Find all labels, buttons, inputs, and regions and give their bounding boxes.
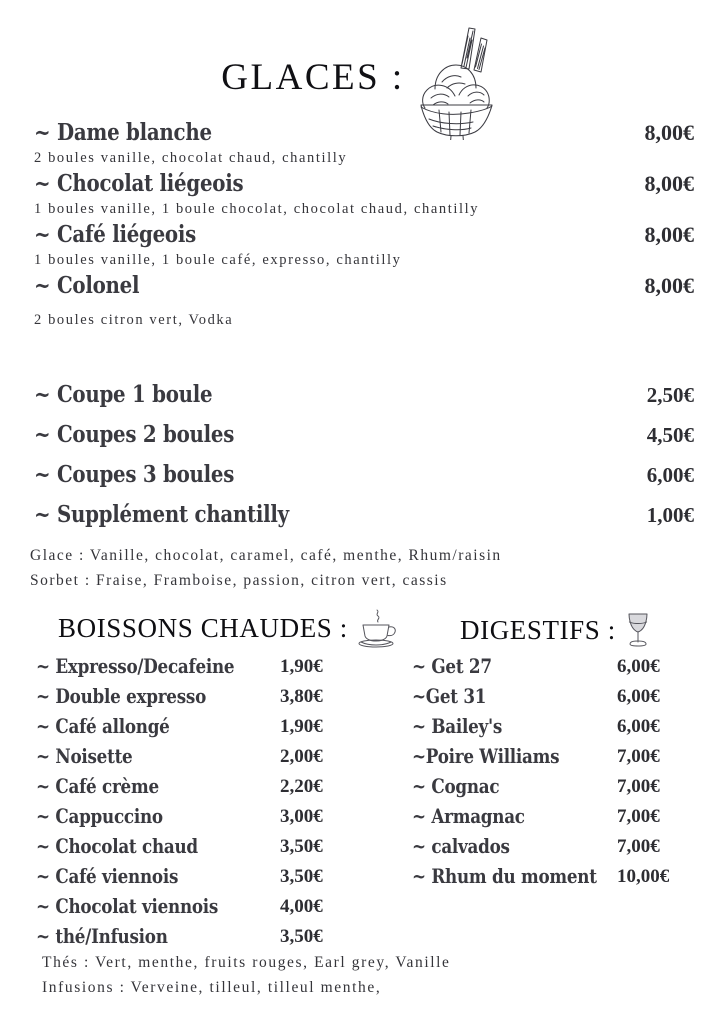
boissons-item-row — [36, 922, 376, 952]
digestifs-item-row — [412, 712, 702, 742]
sorbet-flavours-line: Sorbet : Fraise, Framboise, passion, citron vert, cassis — [30, 572, 448, 589]
boissons-item-row — [36, 802, 376, 832]
glaces-item-row — [34, 169, 694, 199]
coupes-item-price: 2,50€ — [646, 383, 694, 407]
digestifs-item-row — [412, 742, 702, 772]
glaces-item-name: ~ Chocolat liégeois — [34, 170, 244, 197]
digestifs-title: DIGESTIFS : — [460, 614, 616, 645]
glaces-item-row — [34, 118, 694, 148]
boissons-chaudes-title: BOISSONS CHAUDES : — [58, 612, 348, 643]
glaces-item-description: 1 boules vanille, 1 boule café, expresso, chantilly — [34, 252, 402, 268]
boissons-item-price: 3,50€ — [280, 836, 323, 857]
digestifs-item-name: ~ Bailey's — [412, 715, 503, 738]
coupes-item — [34, 455, 694, 495]
parfums-notes — [30, 543, 720, 593]
coupes-item-price: 6,00€ — [646, 463, 694, 487]
digestifs-item — [412, 652, 702, 682]
boissons-item-name: ~ Café viennois — [36, 865, 179, 888]
coupes-item — [34, 375, 694, 415]
boissons-item-row — [36, 682, 376, 712]
boissons-item-name: ~ Noisette — [36, 745, 133, 768]
coffee-cup-icon — [355, 608, 401, 648]
coupes-item-name: ~ Coupe 1 boule — [34, 381, 213, 408]
boissons-item-name: ~ Cappuccino — [36, 805, 163, 828]
digestifs-item-row — [412, 832, 702, 862]
glaces-item — [34, 169, 694, 220]
digestifs-item-row — [412, 772, 702, 802]
glaces-item-price: 8,00€ — [644, 120, 694, 145]
wine-glass-icon — [623, 610, 653, 650]
glaces-item-price: 8,00€ — [644, 171, 694, 196]
digestifs-item — [412, 712, 702, 742]
coupes-item-name: ~ Coupes 2 boules — [34, 421, 235, 448]
beverage-section-headings — [0, 608, 724, 648]
boissons-item-name: ~ Chocolat chaud — [36, 835, 198, 858]
digestifs-heading — [460, 610, 653, 650]
boissons-item-name: ~ Café allongé — [36, 715, 170, 738]
coupes-item-row — [34, 375, 694, 415]
glaces-item-name: ~ Dame blanche — [34, 119, 212, 146]
boissons-item-name: ~ thé/Infusion — [36, 925, 168, 948]
digestifs-item-price: 6,00€ — [617, 656, 660, 677]
glaces-item-row — [34, 271, 694, 301]
boissons-item-price: 1,90€ — [280, 656, 323, 677]
digestifs-list — [412, 652, 702, 892]
footer-notes — [42, 950, 712, 1000]
glaces-item-description: 2 boules citron vert, Vodka — [34, 312, 234, 328]
boissons-item-row — [36, 652, 376, 682]
digestifs-item — [412, 772, 702, 802]
digestifs-item-price: 6,00€ — [617, 716, 660, 737]
boissons-item-price: 1,90€ — [280, 716, 323, 737]
coupes-item-price: 1,00€ — [646, 503, 694, 527]
digestifs-item-name: ~ Rhum du moment — [412, 865, 597, 888]
digestifs-item-row — [412, 862, 702, 892]
glace-flavours-line: Glace : Vanille, chocolat, caramel, café, menthe, Rhum/raisin — [30, 547, 502, 564]
glaces-item-price: 8,00€ — [644, 273, 694, 298]
digestifs-item — [412, 742, 702, 772]
glaces-item — [34, 118, 694, 169]
thes-line: Thés : Vert, menthe, fruits rouges, Earl grey, Vanille — [42, 954, 451, 971]
digestifs-item — [412, 802, 702, 832]
coupes-item — [34, 415, 694, 455]
digestifs-item — [412, 682, 702, 712]
boissons-item-name: ~ Expresso/Decafeine — [36, 655, 235, 678]
boissons-item — [36, 772, 376, 802]
boissons-item — [36, 922, 376, 952]
digestifs-item-price: 7,00€ — [617, 806, 660, 827]
boissons-item-row — [36, 742, 376, 772]
digestifs-item-price: 7,00€ — [617, 746, 660, 767]
glaces-item-description: 1 boules vanille, 1 boule chocolat, chocolat chaud, chantilly — [34, 201, 480, 217]
boissons-chaudes-list — [36, 652, 376, 952]
digestifs-item-name: ~ calvados — [412, 835, 510, 858]
boissons-item — [36, 652, 376, 682]
digestifs-item-row — [412, 682, 702, 712]
coupes-list — [34, 375, 694, 535]
boissons-item-row — [36, 862, 376, 892]
boissons-item — [36, 742, 376, 772]
digestifs-item-name: ~Get 31 — [412, 685, 487, 708]
glaces-item-description: 2 boules vanille, chocolat chaud, chantilly — [34, 150, 348, 166]
glaces-item-name: ~ Colonel — [34, 272, 140, 299]
boissons-item — [36, 862, 376, 892]
digestifs-item-name: ~ Cognac — [412, 775, 500, 798]
glaces-item-name: ~ Café liégeois — [34, 221, 197, 248]
coupes-item-name: ~ Coupes 3 boules — [34, 461, 235, 488]
boissons-chaudes-heading — [58, 608, 401, 648]
boissons-item — [36, 682, 376, 712]
glaces-item-price: 8,00€ — [644, 222, 694, 247]
glaces-item-list — [34, 118, 694, 331]
glaces-item-row — [34, 220, 694, 250]
boissons-item-price: 3,00€ — [280, 806, 323, 827]
boissons-item-price: 3,80€ — [280, 686, 323, 707]
coupes-item-row — [34, 455, 694, 495]
glaces-title: GLACES : — [221, 57, 405, 98]
digestifs-item-name: ~ Armagnac — [412, 805, 525, 828]
boissons-item-row — [36, 832, 376, 862]
boissons-item-row — [36, 712, 376, 742]
digestifs-item-name: ~Poire Williams — [412, 745, 560, 768]
digestifs-item — [412, 832, 702, 862]
coupes-item — [34, 495, 694, 535]
coupes-item-price: 4,50€ — [646, 423, 694, 447]
boissons-item-price: 2,00€ — [280, 746, 323, 767]
boissons-item-name: ~ Café crème — [36, 775, 159, 798]
glaces-item — [34, 220, 694, 271]
glaces-item — [34, 271, 694, 331]
boissons-item-name: ~ Chocolat viennois — [36, 895, 219, 918]
boissons-item — [36, 892, 376, 922]
boissons-item — [36, 832, 376, 862]
boissons-item-price: 2,20€ — [280, 776, 323, 797]
digestifs-item-price: 6,00€ — [617, 686, 660, 707]
boissons-item-price: 3,50€ — [280, 866, 323, 887]
digestifs-item-row — [412, 802, 702, 832]
infusions-line: Infusions : Verveine, tilleul, tilleul menthe, — [42, 979, 382, 996]
boissons-item — [36, 712, 376, 742]
digestifs-item-price: 7,00€ — [617, 836, 660, 857]
boissons-item-price: 3,50€ — [280, 926, 323, 947]
boissons-item — [36, 802, 376, 832]
boissons-item-price: 4,00€ — [280, 896, 323, 917]
digestifs-item-name: ~ Get 27 — [412, 655, 492, 678]
boissons-item-row — [36, 892, 376, 922]
coupes-item-row — [34, 495, 694, 535]
digestifs-item-row — [412, 652, 702, 682]
boissons-item-row — [36, 772, 376, 802]
digestifs-item-price: 10,00€ — [617, 866, 670, 887]
digestifs-item — [412, 862, 702, 892]
coupes-item-row — [34, 415, 694, 455]
boissons-item-name: ~ Double expresso — [36, 685, 206, 708]
digestifs-item-price: 7,00€ — [617, 776, 660, 797]
coupes-item-name: ~ Supplément chantilly — [34, 501, 289, 528]
